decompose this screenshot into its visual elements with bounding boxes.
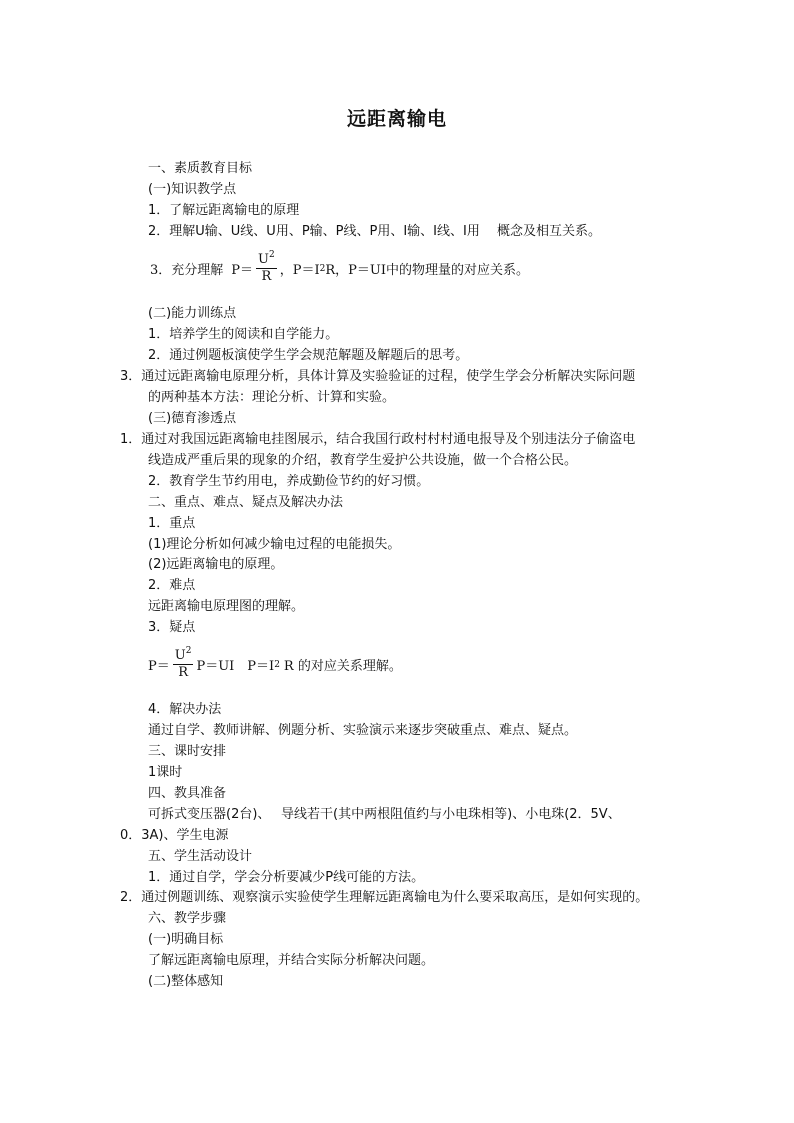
list-item: 2．难点 bbox=[148, 578, 196, 593]
formula-part: P＝UI P＝I bbox=[196, 659, 275, 674]
fraction bbox=[173, 648, 194, 681]
list-item: 3．通过远距离输电原理分析，具体计算及实验验证的过程，使学生学会分析解决实际问题 bbox=[120, 369, 636, 384]
list-item: 1．重点 bbox=[148, 516, 196, 531]
section-heading: 一、素质教育目标 bbox=[148, 161, 253, 176]
formula-p-eq: P＝ bbox=[148, 659, 170, 674]
subsection-heading: (一)明确目标 bbox=[148, 932, 224, 947]
subsection-heading: (一)知识教学点 bbox=[148, 182, 237, 197]
list-item: 1．通过自学，学会分析要减少P线可能的方法。 bbox=[148, 870, 425, 885]
fraction-numerator: U bbox=[258, 252, 269, 267]
section-heading: 五、学生活动设计 bbox=[148, 849, 253, 864]
section-heading: 三、课时安排 bbox=[148, 744, 227, 759]
list-item: (1)理论分析如何减少输电过程的电能损失。 bbox=[148, 537, 401, 552]
paragraph: 通过自学、教师讲解、例题分析、实验演示来逐步突破重点、难点、疑点。 bbox=[148, 723, 578, 738]
page-title: 远距离输电 bbox=[346, 108, 447, 130]
list-item: 3．疑点 bbox=[148, 620, 196, 635]
list-item: (2)远距离输电的原理。 bbox=[148, 557, 284, 572]
subsection-heading: (三)德育渗透点 bbox=[148, 411, 237, 426]
formula-line-1: 3．充分理解 P＝ $\frac{U^2}{R}$ ，P＝I 2 R，P＝UI中的物理量的对应关系。 bbox=[150, 250, 529, 284]
list-item-continuation: 的两种基本方法：理论分析、计算和实验。 bbox=[148, 390, 396, 405]
paragraph: 1课时 bbox=[148, 765, 183, 780]
fraction-numerator: U bbox=[174, 648, 186, 663]
formula-p-eq: P＝ bbox=[231, 263, 254, 278]
exponent: 2 bbox=[185, 646, 192, 656]
paragraph-continuation: 0．3A)、学生电源 bbox=[120, 828, 229, 843]
formula-part: R，P＝UI中的物理量的对应关系。 bbox=[325, 263, 529, 278]
list-item: 1．培养学生的阅读和自学能力。 bbox=[148, 327, 339, 342]
paragraph: 了解远距离输电原理，并结合实际分析解决问题。 bbox=[148, 953, 435, 968]
list-item: 2．通过例题板演使学生学会规范解题及解题后的思考。 bbox=[148, 348, 469, 363]
formula-prefix: 3．充分理解 bbox=[150, 263, 224, 278]
paragraph: 可拆式变压器(2台)、 导线若干(其中两根阻值约与小电珠相等)、小电珠(2．5V、 bbox=[148, 807, 621, 822]
list-item-continuation: 线造成严重后果的现象的介绍，教育学生爱护公共设施，做一个合格公民。 bbox=[148, 453, 578, 468]
paragraph: 远距离输电原理图的理解。 bbox=[148, 599, 305, 614]
fraction-denominator: R bbox=[178, 665, 188, 680]
list-item: 4．解决办法 bbox=[148, 702, 222, 717]
formula-part: R 的对应关系理解。 bbox=[283, 659, 402, 674]
section-heading: 六、教学步骤 bbox=[148, 911, 227, 926]
list-item: 1．通过对我国远距离输电挂图展示，结合我国行政村村村通电报导及个别违法分子偷盗电 bbox=[120, 432, 636, 447]
section-heading: 四、教具准备 bbox=[148, 786, 227, 801]
exponent: 2 bbox=[269, 250, 275, 260]
list-item: 2．通过例题训练、观察演示实验使学生理解远距离输电为什么要采取高压，是如何实现的。 bbox=[120, 890, 649, 905]
formula-part: ，P＝I bbox=[279, 263, 320, 278]
list-item: 2．理解U输、U线、U用、P输、P线、P用、I输、I线、I用 概念及相互关系。 bbox=[148, 224, 601, 239]
list-item: 2．教育学生节约用电，养成勤俭节约的好习惯。 bbox=[148, 474, 430, 489]
section-heading: 二、重点、难点、疑点及解决办法 bbox=[148, 495, 344, 510]
fraction-denominator: R bbox=[261, 269, 272, 284]
fraction bbox=[256, 252, 277, 285]
formula-line-2: P＝ $\frac{U^2}{R}$ P＝UI P＝I 2 R 的对应关系理解。 bbox=[148, 646, 402, 680]
subsection-heading: (二)整体感知 bbox=[148, 974, 224, 989]
list-item: 1．了解远距离输电的原理 bbox=[148, 203, 300, 218]
subsection-heading: (二)能力训练点 bbox=[148, 306, 237, 321]
